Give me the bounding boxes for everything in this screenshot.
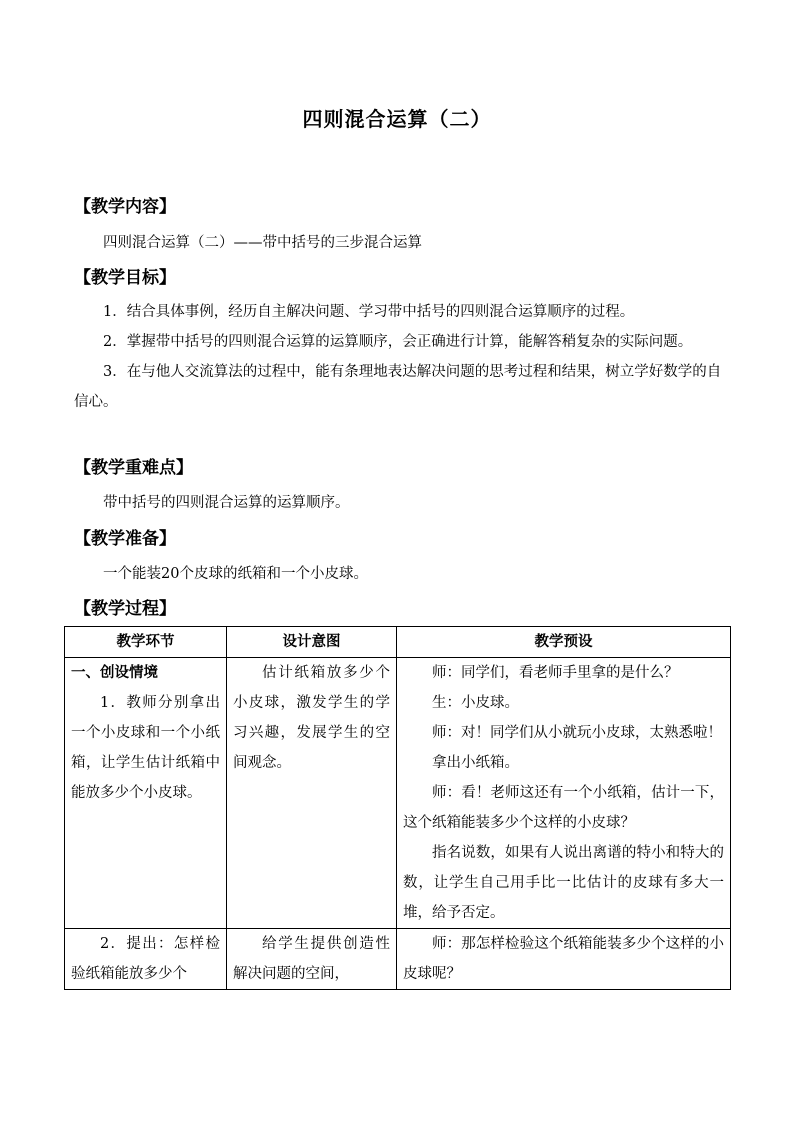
intent-cell bbox=[227, 929, 397, 990]
goal-2: 2．掌握带中括号的四则混合运算的运算顺序，会正确进行计算，能解答稍复杂的实际问题。 bbox=[103, 334, 693, 350]
section-heading-process: 【教学过程】 bbox=[74, 599, 176, 619]
page-title: 四则混合运算（二） bbox=[302, 107, 492, 131]
prep-text: 一个能装20个皮球的纸箱和一个小皮球。 bbox=[103, 566, 368, 582]
preset-line: 师：对！同学们从小就玩小皮球，太熟悉啦！ bbox=[432, 725, 722, 741]
section-heading-prep: 【教学准备】 bbox=[74, 529, 176, 549]
table-header-row bbox=[65, 627, 731, 658]
preset-line: 拿出小纸箱。 bbox=[432, 755, 519, 771]
preset-line: 师：同学们，看老师手里拿的是什么？ bbox=[432, 665, 679, 681]
section-heading-content: 【教学内容】 bbox=[74, 197, 176, 217]
table-row bbox=[65, 658, 731, 929]
preset-cell bbox=[397, 658, 731, 929]
stage-text: 1．教师分别拿出一个小皮球和一个小纸箱，让学生估计纸箱中能放多少个小皮球。 bbox=[71, 695, 220, 801]
preset-line: 师：看！老师这还有一个小纸箱，估计一下，这个纸箱能装多少个这样的小皮球？ bbox=[403, 785, 724, 831]
teaching-process-table bbox=[64, 626, 731, 990]
intent-cell bbox=[227, 658, 397, 929]
column-header-intent: 设计意图 bbox=[227, 627, 397, 658]
stage-cell bbox=[65, 658, 227, 929]
preset-line: 生：小皮球。 bbox=[432, 695, 519, 711]
column-header-preset: 教学预设 bbox=[397, 627, 731, 658]
preset-cell bbox=[397, 929, 731, 990]
intent-text: 给学生提供创造性解决问题的空间， bbox=[233, 936, 390, 982]
goal-3: 3．在与他人交流算法的过程中，能有条理地表达解决问题的思考过程和结果，树立学好数学的自信心。 bbox=[74, 364, 722, 410]
table-row bbox=[65, 929, 731, 990]
section-heading-goals: 【教学目标】 bbox=[74, 268, 176, 288]
preset-line: 指名说数，如果有人说出离谱的特小和特大的数，让学生自己用手比一比估计的皮球有多大一堆，给予否定。 bbox=[403, 845, 724, 921]
preset-line: 师：那怎样检验这个纸箱能装多少个这样的小皮球呢？ bbox=[403, 936, 724, 982]
section-heading-difficulty: 【教学重难点】 bbox=[74, 458, 193, 478]
goal-item bbox=[74, 297, 729, 417]
intent-text: 估计纸箱放多少个小皮球，激发学生的学习兴趣，发展学生的空间观念。 bbox=[233, 665, 390, 771]
goal-1: 1．结合具体事例，经历自主解决问题、学习带中括号的四则混合运算顺序的过程。 bbox=[103, 304, 635, 320]
column-header-stage: 教学环节 bbox=[65, 627, 227, 658]
stage-text: 2．提出：怎样检验纸箱能放多少个 bbox=[71, 936, 220, 982]
difficulty-text: 带中括号的四则混合运算的运算顺序。 bbox=[103, 495, 350, 511]
stage-cell bbox=[65, 929, 227, 990]
stage-title: 一、创设情境 bbox=[71, 664, 158, 681]
content-text: 四则混合运算（二）——带中括号的三步混合运算 bbox=[103, 235, 422, 251]
